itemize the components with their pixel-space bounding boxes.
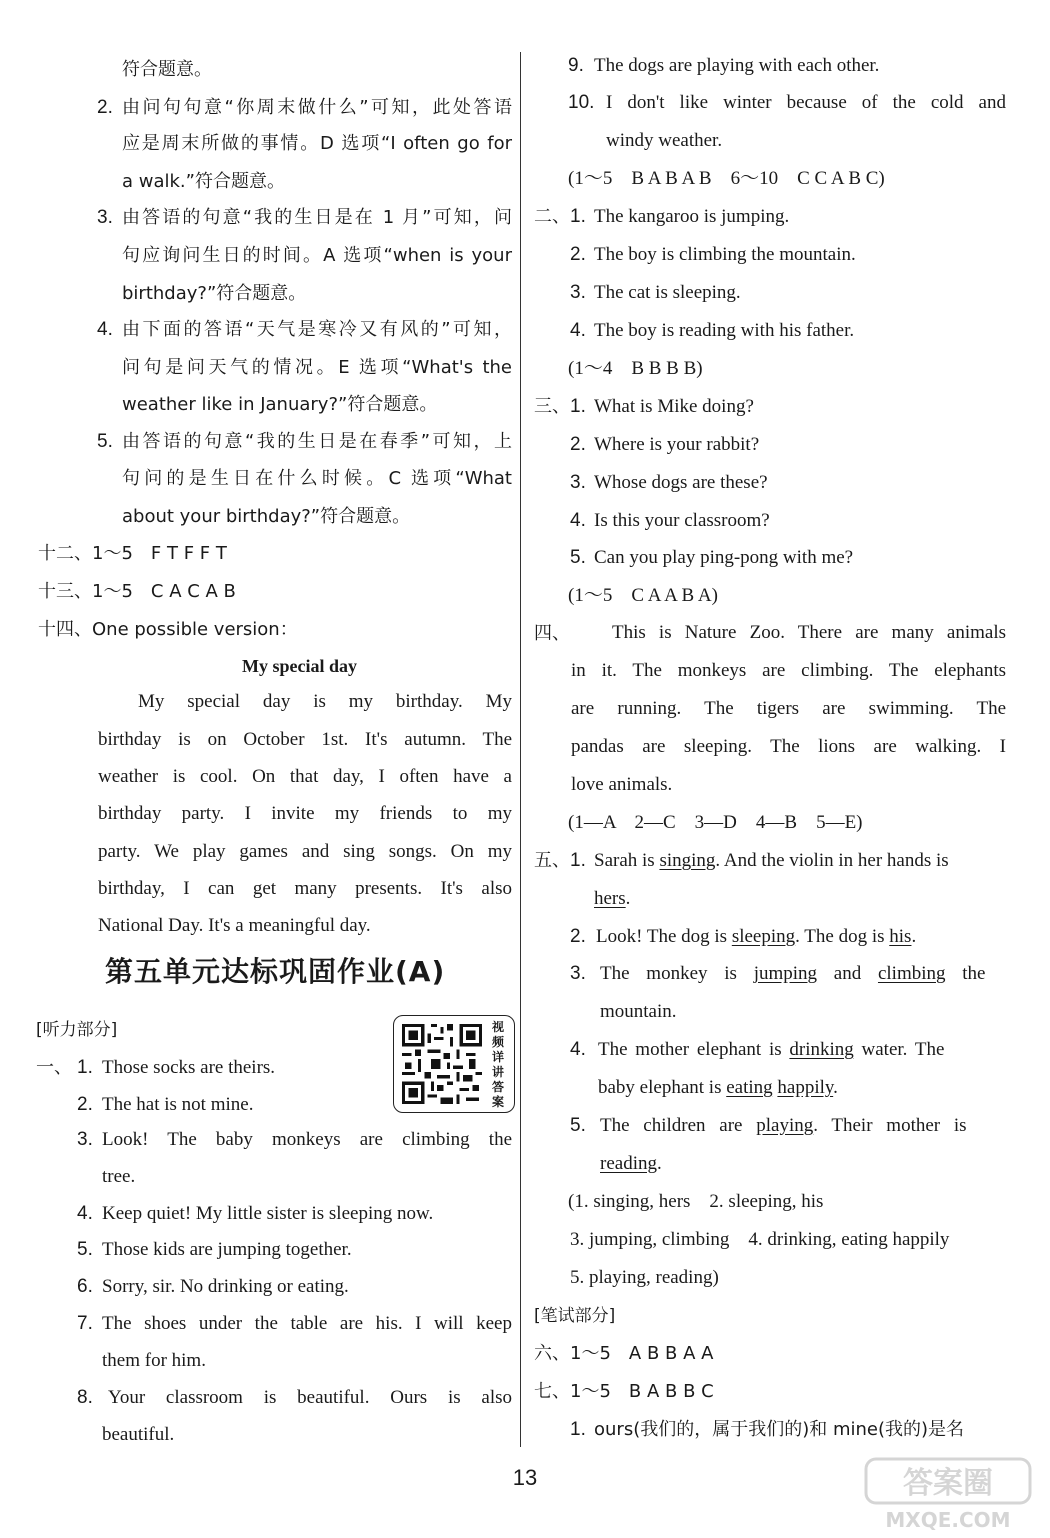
text-line: birthday?”符合题意。 xyxy=(122,283,307,304)
section-prefix: 五、 xyxy=(534,850,570,871)
text-segment: . xyxy=(656,1153,662,1174)
section-tag-writing: [笔试部分] xyxy=(534,1306,616,1326)
text-segment: The children are xyxy=(600,1115,757,1136)
item-number: 2. xyxy=(570,434,586,455)
text-line: 句应询问生日的时间。A 选项“when is your xyxy=(122,245,512,266)
essay-line: weather is cool. On that day, I often have a xyxy=(98,766,512,787)
text-line: The hat is not mine. xyxy=(102,1094,254,1115)
section-prefix: 二、 xyxy=(534,206,570,227)
text-line: 由问句句意“你周末做什么”可知，此处答语 xyxy=(122,97,512,118)
fill-sentence xyxy=(600,1114,967,1138)
item-number: 9. xyxy=(568,55,584,76)
section-prefix: 三、 xyxy=(534,396,570,417)
item-number: 10. xyxy=(568,92,595,113)
text-line: Is this your classroom? xyxy=(594,510,770,531)
answer-line: (1. singing, hers 2. sleeping, his xyxy=(568,1191,824,1212)
answer-line: (1～4 B B B B) xyxy=(568,358,703,379)
item-number: 5. xyxy=(570,547,586,568)
text-line: 应是周末所做的事情。D 选项“I often go for xyxy=(122,133,512,154)
blank-answer: eating xyxy=(726,1077,773,1098)
essay-line: party. We play games and sing songs. On my xyxy=(98,841,512,862)
item-number: 3. xyxy=(97,207,113,228)
text-line: What is Mike doing? xyxy=(594,396,754,417)
item-number: 1. xyxy=(77,1057,93,1078)
item-number: 4. xyxy=(97,319,113,340)
text-line: a walk.”符合题意。 xyxy=(122,171,285,192)
item-number: 2. xyxy=(97,97,113,118)
text-line: 符合题意。 xyxy=(122,59,212,80)
item-number: 5. xyxy=(570,1115,586,1136)
text-line: 由答语的句意“我的生日是在春季”可知，上 xyxy=(122,431,512,452)
text-line: 由答语的句意“我的生日是在 1 月”可知，问 xyxy=(122,207,512,228)
item-number: 2. xyxy=(570,926,586,947)
item-number: 1. xyxy=(570,850,586,871)
fill-sentence xyxy=(598,1038,944,1062)
section-prefix: 一、 xyxy=(36,1057,72,1078)
text-line: about your birthday?”符合题意。 xyxy=(122,506,411,527)
blank-answer: happily xyxy=(777,1077,834,1098)
item-number: 1. xyxy=(570,1419,586,1440)
blank-answer: climbing xyxy=(877,963,946,984)
text-line: The kangaroo is jumping. xyxy=(594,206,790,227)
text-segment: Sarah is xyxy=(594,850,660,871)
text-line: Look! The baby monkeys are climbing the xyxy=(102,1129,512,1150)
text-line: 问句是问天气的情况。E 选项“What's the xyxy=(122,357,512,378)
item-number: 4. xyxy=(77,1203,93,1224)
text-segment: Look! The dog is xyxy=(596,926,732,947)
answer-line: (1—A 2—C 3—D 4—B 5—E) xyxy=(568,812,863,833)
passage-line: pandas are sleeping. The lions are walking. I xyxy=(571,736,1006,757)
essay-line: birthday, I can get many presents. It's also xyxy=(98,878,512,899)
watermark-text: 答案圈 xyxy=(903,1466,993,1501)
item-number: 8. xyxy=(77,1387,93,1408)
watermark-url: MXQE.COM xyxy=(885,1508,1011,1532)
item-number: 3. xyxy=(570,282,586,303)
item-number: 2. xyxy=(77,1094,93,1115)
item-number: 3. xyxy=(570,472,586,493)
section-prefix: 四、 xyxy=(534,623,570,644)
item-number: 2. xyxy=(570,244,586,265)
fill-sentence xyxy=(600,962,986,986)
fill-sentence xyxy=(598,1076,838,1100)
text-line: weather like in January?”符合题意。 xyxy=(122,394,438,415)
answer-line: 十四、One possible version： xyxy=(38,619,298,640)
text-segment: the xyxy=(945,963,986,984)
item-number: 3. xyxy=(570,963,586,984)
text-line: Sorry, sir. No drinking or eating. xyxy=(102,1276,349,1297)
text-segment: The monkey is xyxy=(600,963,754,984)
item-number: 5. xyxy=(77,1239,93,1260)
text-line: The dogs are playing with each other. xyxy=(594,55,880,76)
text-line: mountain. xyxy=(600,1001,677,1022)
answer-line: 十三、1～5 C A C A B xyxy=(38,581,236,602)
text-segment: . The dog is xyxy=(795,926,890,947)
text-line: The boy is climbing the mountain. xyxy=(594,244,856,265)
item-number: 7. xyxy=(77,1313,93,1334)
fill-sentence xyxy=(596,925,916,949)
fill-sentence xyxy=(594,887,630,911)
text-line: The shoes under the table are his. I will keep xyxy=(102,1313,512,1334)
answer-line: 5. playing, reading) xyxy=(570,1267,719,1288)
fill-sentence xyxy=(594,849,949,873)
text-segment: . xyxy=(911,926,917,947)
item-number: 1. xyxy=(570,206,586,227)
text-line: I don't like winter because of the cold and xyxy=(606,92,1006,113)
text-line: Whose dogs are these? xyxy=(594,472,768,493)
blank-answer: hers xyxy=(594,888,626,909)
blank-answer: reading xyxy=(600,1153,657,1174)
essay-line: birthday is on October 1st. It's autumn. The xyxy=(98,729,512,750)
text-segment: . xyxy=(625,888,631,909)
qr-label: 视频详讲答案 xyxy=(491,1020,504,1109)
text-segment: water. The xyxy=(853,1039,945,1060)
text-segment: The mother elephant is xyxy=(598,1039,790,1060)
item-number: 4. xyxy=(570,320,586,341)
item-number: 3. xyxy=(77,1129,93,1150)
text-line: Those kids are jumping together. xyxy=(102,1239,352,1260)
text-line: Can you play ping-pong with me? xyxy=(594,547,854,568)
text-line: beautiful. xyxy=(102,1424,175,1445)
blank-answer: jumping xyxy=(753,963,818,984)
fill-sentence xyxy=(600,1152,662,1176)
blank-answer: playing xyxy=(756,1115,814,1136)
answer-line: 六、1～5 A B B A A xyxy=(534,1343,714,1364)
answer-line: (1～5 C A A B A) xyxy=(568,585,718,606)
text-line: Those socks are theirs. xyxy=(102,1057,276,1078)
item-number: 5. xyxy=(97,431,113,452)
item-number: 4. xyxy=(570,510,586,531)
unit-title: 第五单元达标巩固作业(A) xyxy=(105,955,446,988)
blank-answer: sleeping xyxy=(731,926,796,947)
text-line: Keep quiet! My little sister is sleeping now. xyxy=(102,1203,434,1224)
item-number: 1. xyxy=(570,396,586,417)
text-line: Where is your rabbit? xyxy=(594,434,760,455)
qr-code-icon xyxy=(402,1024,482,1104)
essay-line: birthday party. I invite my friends to my xyxy=(98,803,512,824)
text-line: them for him. xyxy=(102,1350,206,1371)
qr-code-box[interactable] xyxy=(393,1015,515,1113)
text-line: 由下面的答语“天气是寒冷又有风的”可知， xyxy=(122,319,512,340)
passage-line: love animals. xyxy=(571,774,673,795)
blank-answer: his xyxy=(889,926,912,947)
text-line: tree. xyxy=(102,1166,136,1187)
column-divider xyxy=(520,52,521,1447)
text-segment: and xyxy=(817,963,878,984)
blank-answer: singing xyxy=(659,850,716,871)
section-tag-listening: [听力部分] xyxy=(36,1020,118,1040)
item-number: 4. xyxy=(570,1039,586,1060)
passage-line: in it. The monkeys are climbing. The elephants xyxy=(571,660,1006,681)
text-line: 句问的是生日在什么时候。C 选项“What xyxy=(122,468,512,489)
text-line: The cat is sleeping. xyxy=(594,282,741,303)
answer-line: 十二、1～5 F T F F T xyxy=(38,543,227,564)
answer-line: 3. jumping, climbing 4. drinking, eating happily xyxy=(570,1229,950,1250)
answer-line: (1～5 B A B A B 6～10 C C A B C) xyxy=(568,168,885,189)
answer-line: 七、1～5 B A B B C xyxy=(534,1381,714,1402)
text-line: ours(我们的，属于我们的)和 mine(我的)是名 xyxy=(594,1419,965,1440)
passage-line: are running. The tigers are swimming. The xyxy=(571,698,1006,719)
text-segment: . And the violin in her hands is xyxy=(715,850,949,871)
text-line: windy weather. xyxy=(606,130,723,151)
blank-answer: drinking xyxy=(789,1039,854,1060)
watermark-logo xyxy=(858,1455,1038,1533)
text-line: Your classroom is beautiful. Ours is also xyxy=(108,1387,512,1408)
essay-line: My special day is my birthday. My xyxy=(138,691,512,712)
passage-line: This is Nature Zoo. There are many animals xyxy=(612,622,1006,643)
text-segment: . xyxy=(833,1077,838,1098)
text-segment: . Their mother is xyxy=(813,1115,967,1136)
text-line: The boy is reading with his father. xyxy=(594,320,855,341)
item-number: 6. xyxy=(77,1276,93,1297)
page-number: 13 xyxy=(512,1465,538,1490)
text-segment: baby elephant is xyxy=(598,1077,727,1098)
essay-title: My special day xyxy=(242,656,357,676)
essay-line: National Day. It's a meaningful day. xyxy=(98,915,371,936)
